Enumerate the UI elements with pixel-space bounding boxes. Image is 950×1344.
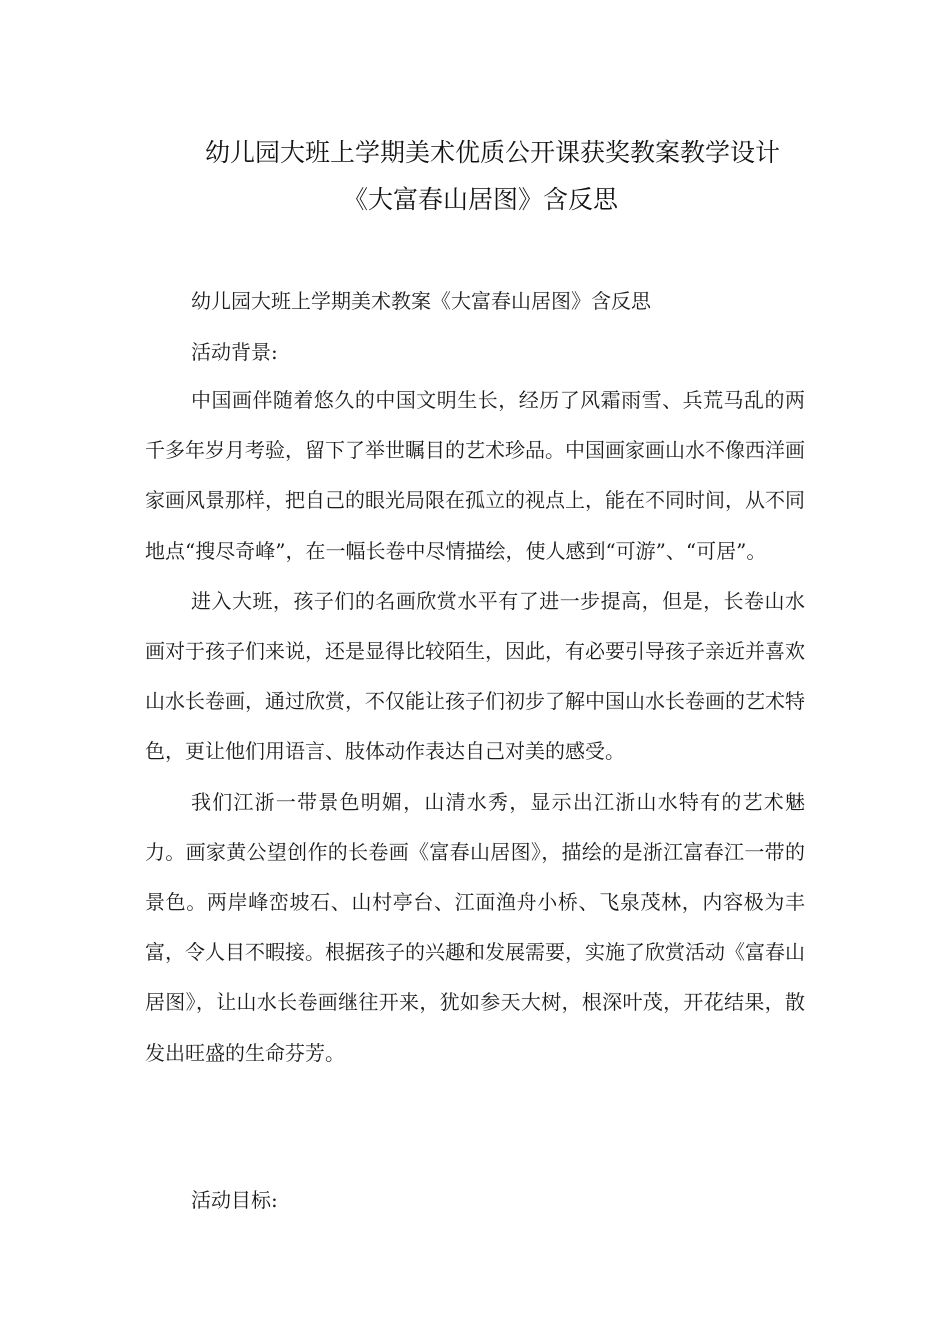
paragraph: 进入大班，孩子们的名画欣赏水平有了进一步提高，但是，长卷山水画对于孩子们来说，还是显得比较陌生，因此，有必要引导孩子亲近并喜欢山水长卷画，通过欣赏，不仅能让孩子们初步了解中国山水长卷画的艺术特色，更让他们用语言、肢体动作表达自己对美的感受。 [145, 588, 805, 764]
paragraph: 我们江浙一带景色明媚，山清水秀，显示出江浙山水特有的艺术魅力。画家黄公望创作的长卷画《富春山居图》，描绘的是浙江富春江一带的景色。两岸峰峦坡石、山村亭台、江面渔舟小桥、飞泉茂林，内容极为丰富，令人目不暇接。根据孩子的兴趣和发展需要，实施了欣赏活动《富春山居图》，让山水长卷画继往开来，犹如参天大树，根深叶茂，开花结果，散发出旺盛的生命芬芳。 [145, 789, 805, 1065]
document-body [145, 375, 805, 1078]
paragraph: 中国画伴随着悠久的中国文明生长，经历了风霜雨雪、兵荒马乱的两千多年岁月考验，留下了举世瞩目的艺术珍品。中国画家画山水不像西洋画家画风景那样，把自己的眼光局限在孤立的视点上，能在不同时间，从不同地点“搜尽奇峰”，在一幅长卷中尽情描绘，使人感到“可游”、“可居”。 [145, 388, 805, 563]
section-heading-background: 活动背景: [191, 340, 278, 364]
section-heading-goals: 活动目标: [191, 1188, 278, 1212]
document-subtitle: 幼儿园大班上学期美术教案《大富春山居图》含反思 [191, 289, 651, 313]
document-title-line-1: 幼儿园大班上学期美术优质公开课获奖教案教学设计 [205, 138, 781, 167]
document-title-line-2: 《大富春山居图》含反思 [343, 185, 619, 214]
